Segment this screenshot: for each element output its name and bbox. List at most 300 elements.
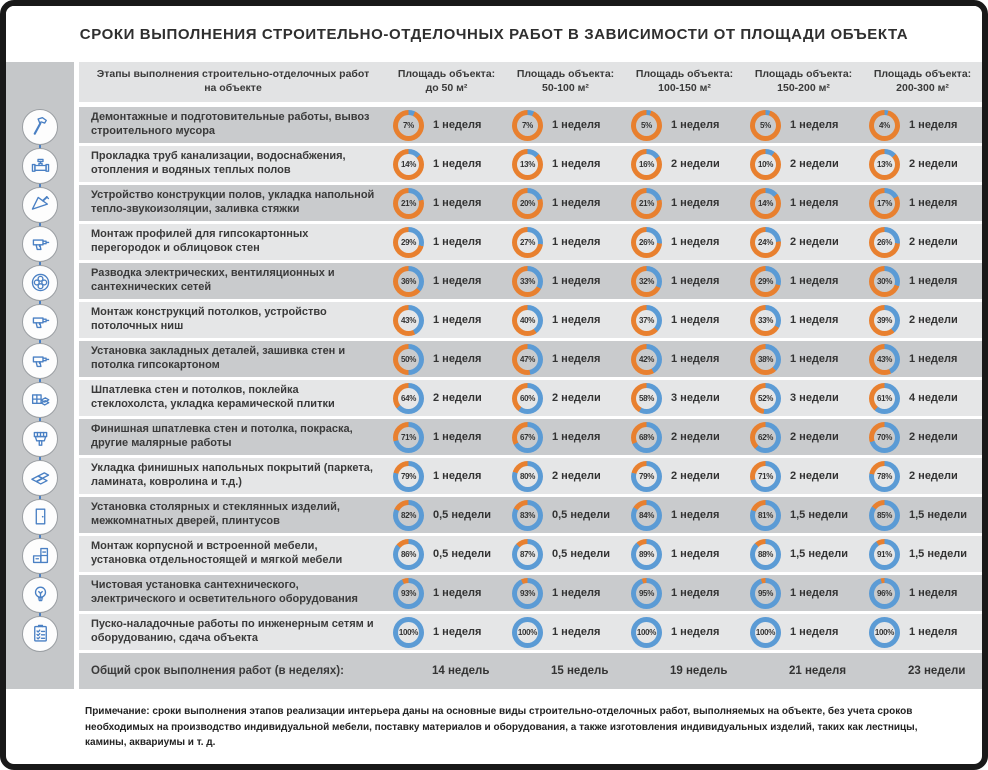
donut-chart	[631, 266, 662, 297]
donut-percent-label: 17%	[874, 193, 895, 214]
duration-label: 1 неделя	[671, 353, 720, 365]
donut-chart	[631, 188, 662, 219]
area-header-line2: 50-100 м²	[542, 82, 589, 94]
icon-slot	[6, 536, 74, 575]
duration-label: 3 недели	[671, 392, 720, 404]
duration-label: 1 неделя	[552, 119, 601, 131]
duration-label: 1 неделя	[433, 158, 482, 170]
donut-chart	[393, 422, 424, 453]
donut-percent-label: 39%	[874, 310, 895, 331]
drill-icon	[22, 343, 58, 379]
duration-cell	[506, 419, 625, 455]
duration-label: 1 неделя	[790, 275, 839, 287]
duration-label: 1 неделя	[790, 314, 839, 326]
donut-percent-label: 100%	[755, 622, 776, 643]
hammer-icon	[22, 109, 58, 145]
header-row	[79, 62, 982, 102]
duration-cell	[625, 263, 744, 299]
duration-cell	[744, 497, 863, 533]
duration-cell	[506, 614, 625, 650]
icon-slot	[6, 575, 74, 614]
duration-cell	[506, 185, 625, 221]
donut-chart	[631, 383, 662, 414]
duration-cell	[625, 536, 744, 572]
donut-chart	[750, 110, 781, 141]
donut-percent-label: 27%	[517, 232, 538, 253]
donut-percent-label: 100%	[636, 622, 657, 643]
donut-percent-label: 95%	[636, 583, 657, 604]
donut-chart	[393, 149, 424, 180]
area-header-1	[506, 62, 625, 102]
donut-chart	[512, 461, 543, 492]
total-value: 21 неделя	[789, 665, 847, 677]
duration-cell	[863, 458, 982, 494]
icon-slot	[6, 419, 74, 458]
duration-cell	[506, 341, 625, 377]
donut-chart	[512, 383, 543, 414]
duration-cell	[625, 302, 744, 338]
donut-percent-label: 33%	[517, 271, 538, 292]
stage-label: Финишная шпатлевка стен и потолка, покраска, другие малярные работы	[91, 423, 353, 449]
duration-cell	[625, 146, 744, 182]
donut-percent-label: 32%	[636, 271, 657, 292]
duration-cell	[744, 146, 863, 182]
area-header-3	[744, 62, 863, 102]
donut-chart	[631, 422, 662, 453]
donut-percent-label: 5%	[755, 115, 776, 136]
donut-chart	[869, 461, 900, 492]
duration-label: 2 недели	[790, 470, 839, 482]
duration-cell	[387, 341, 506, 377]
area-header-line2: до 50 м²	[425, 82, 468, 94]
donut-percent-label: 4%	[874, 115, 895, 136]
donut-chart	[393, 578, 424, 609]
icon-slot	[6, 497, 74, 536]
donut-chart	[750, 422, 781, 453]
duration-cell	[744, 419, 863, 455]
duration-label: 0,5 недели	[433, 548, 491, 560]
furniture-icon	[22, 538, 58, 574]
duration-label: 1 неделя	[909, 587, 958, 599]
donut-chart	[869, 383, 900, 414]
donut-chart	[512, 344, 543, 375]
donut-percent-label: 14%	[398, 154, 419, 175]
icon-slot	[6, 185, 74, 224]
duration-label: 0,5 недели	[552, 509, 610, 521]
table-row	[79, 185, 982, 221]
donut-percent-label: 21%	[398, 193, 419, 214]
donut-chart	[750, 461, 781, 492]
drill-icon	[22, 226, 58, 262]
table-row	[79, 146, 982, 182]
donut-percent-label: 20%	[517, 193, 538, 214]
duration-cell	[506, 263, 625, 299]
donut-chart	[393, 266, 424, 297]
duration-cell	[863, 536, 982, 572]
duration-label: 2 недели	[790, 236, 839, 248]
duration-label: 1 неделя	[671, 275, 720, 287]
donut-percent-label: 13%	[874, 154, 895, 175]
donut-chart	[512, 422, 543, 453]
donut-chart	[512, 110, 543, 141]
duration-label: 1,5 недели	[909, 548, 967, 560]
duration-cell	[863, 263, 982, 299]
duration-label: 1 неделя	[552, 275, 601, 287]
table-row	[79, 341, 982, 377]
duration-cell	[625, 458, 744, 494]
duration-label: 1 неделя	[552, 314, 601, 326]
table-row	[79, 263, 982, 299]
donut-chart	[631, 461, 662, 492]
brush-icon	[22, 421, 58, 457]
duration-label: 1 неделя	[433, 431, 482, 443]
donut-chart	[393, 344, 424, 375]
duration-cell	[625, 614, 744, 650]
duration-label: 1 неделя	[552, 353, 601, 365]
donut-percent-label: 80%	[517, 466, 538, 487]
duration-cell	[387, 224, 506, 260]
donut-chart	[750, 539, 781, 570]
donut-chart	[512, 305, 543, 336]
donut-chart	[869, 188, 900, 219]
donut-percent-label: 29%	[398, 232, 419, 253]
area-header-line1: Площадь объекта:	[397, 68, 496, 81]
table-row	[79, 107, 982, 143]
donut-chart	[393, 305, 424, 336]
duration-cell	[744, 107, 863, 143]
total-value: 19 недель	[670, 665, 728, 677]
donut-chart	[750, 617, 781, 648]
duration-cell	[387, 458, 506, 494]
duration-cell	[744, 224, 863, 260]
duration-label: 1 неделя	[671, 314, 720, 326]
icon-slot	[6, 458, 74, 497]
donut-percent-label: 86%	[398, 544, 419, 565]
donut-percent-label: 43%	[874, 349, 895, 370]
rows-container	[79, 107, 982, 650]
donut-percent-label: 100%	[874, 622, 895, 643]
duration-cell	[506, 224, 625, 260]
stage-label: Прокладка труб канализации, водоснабжения, отопления и водяных теплых полов	[91, 150, 346, 176]
duration-cell	[863, 341, 982, 377]
area-header-line1: Площадь объекта:	[754, 68, 853, 81]
donut-chart	[512, 500, 543, 531]
donut-chart	[750, 188, 781, 219]
duration-label: 1 неделя	[671, 236, 720, 248]
duration-label: 2 недели	[909, 470, 958, 482]
donut-chart	[512, 266, 543, 297]
icon-slot	[6, 302, 74, 341]
duration-label: 1 неделя	[433, 587, 482, 599]
duration-cell	[744, 536, 863, 572]
stage-label: Монтаж профилей для гипсокартонных перегородок и облицовок стен	[91, 228, 309, 254]
duration-label: 1 неделя	[552, 197, 601, 209]
donut-percent-label: 100%	[517, 622, 538, 643]
donut-percent-label: 79%	[398, 466, 419, 487]
donut-percent-label: 91%	[874, 544, 895, 565]
donut-percent-label: 38%	[755, 349, 776, 370]
duration-label: 1 неделя	[671, 548, 720, 560]
duration-cell	[506, 380, 625, 416]
donut-percent-label: 71%	[755, 466, 776, 487]
total-row	[79, 653, 982, 689]
duration-cell	[387, 146, 506, 182]
donut-percent-label: 82%	[398, 505, 419, 526]
area-header-2	[625, 62, 744, 102]
duration-cell	[506, 497, 625, 533]
bulb-icon	[22, 577, 58, 613]
donut-chart	[750, 149, 781, 180]
donut-percent-label: 26%	[874, 232, 895, 253]
donut-percent-label: 7%	[398, 115, 419, 136]
area-header-line1: Площадь объекта:	[635, 68, 734, 81]
duration-label: 1 неделя	[433, 626, 482, 638]
duration-label: 1 неделя	[671, 587, 720, 599]
duration-label: 1,5 недели	[909, 509, 967, 521]
duration-cell	[744, 458, 863, 494]
donut-percent-label: 84%	[636, 505, 657, 526]
donut-percent-label: 7%	[517, 115, 538, 136]
stage-label: Разводка электрических, вентиляционных и сантехнических сетей	[91, 267, 335, 293]
duration-label: 1,5 недели	[790, 548, 848, 560]
duration-label: 4 недели	[909, 392, 958, 404]
table-row	[79, 302, 982, 338]
donut-percent-label: 26%	[636, 232, 657, 253]
stage-label: Устройство конструкции полов, укладка напольной тепло-звукоизоляции, заливка стяжки	[91, 189, 375, 215]
pipe-valve-icon	[22, 148, 58, 184]
duration-cell	[625, 107, 744, 143]
donut-percent-label: 64%	[398, 388, 419, 409]
donut-chart	[869, 617, 900, 648]
donut-chart	[869, 578, 900, 609]
duration-cell	[744, 263, 863, 299]
duration-cell	[744, 185, 863, 221]
donut-chart	[512, 617, 543, 648]
duration-cell	[863, 107, 982, 143]
donut-percent-label: 21%	[636, 193, 657, 214]
duration-label: 1 неделя	[433, 197, 482, 209]
donut-chart	[631, 539, 662, 570]
donut-percent-label: 47%	[517, 349, 538, 370]
duration-label: 1 неделя	[671, 509, 720, 521]
duration-cell	[863, 575, 982, 611]
duration-label: 1 неделя	[433, 353, 482, 365]
duration-label: 1 неделя	[790, 626, 839, 638]
duration-label: 0,5 недели	[552, 548, 610, 560]
donut-chart	[869, 500, 900, 531]
duration-label: 1 неделя	[552, 236, 601, 248]
duration-label: 1 неделя	[909, 197, 958, 209]
donut-percent-label: 50%	[398, 349, 419, 370]
duration-label: 2 недели	[671, 158, 720, 170]
duration-label: 1 неделя	[790, 119, 839, 131]
footnote: Примечание: сроки выполнения этапов реализации интерьера даны на основные виды строительно-отделочных работ, выполняемых на объекте, без учета сроков необходимых на производство индивидуальной мебели, поставку материалов и оборудования, а также изготовления индивидуальных изделий, таких как лестницы, камины, аквариумы и т. д.	[85, 706, 918, 748]
duration-cell	[387, 107, 506, 143]
duration-cell	[744, 614, 863, 650]
donut-chart	[869, 149, 900, 180]
duration-label: 1 неделя	[433, 119, 482, 131]
stage-label: Пуско-наладочные работы по инженерным сетям и оборудованию, сдача объекта	[91, 618, 374, 644]
duration-label: 2 недели	[552, 392, 601, 404]
table-row	[79, 614, 982, 650]
duration-cell	[625, 341, 744, 377]
donut-chart	[631, 305, 662, 336]
duration-label: 2 недели	[671, 470, 720, 482]
donut-percent-label: 62%	[755, 427, 776, 448]
donut-percent-label: 60%	[517, 388, 538, 409]
duration-label: 1 неделя	[909, 119, 958, 131]
stage-column-header: Этапы выполнения строительно-отделочных работ на объекте	[96, 68, 370, 94]
donut-percent-label: 67%	[517, 427, 538, 448]
donut-chart	[631, 110, 662, 141]
donut-percent-label: 5%	[636, 115, 657, 136]
donut-chart	[512, 188, 543, 219]
duration-cell	[863, 419, 982, 455]
donut-chart	[393, 110, 424, 141]
donut-chart	[750, 305, 781, 336]
donut-percent-label: 93%	[398, 583, 419, 604]
duration-label: 1 неделя	[552, 431, 601, 443]
donut-chart	[512, 539, 543, 570]
duration-label: 1 неделя	[552, 158, 601, 170]
donut-percent-label: 78%	[874, 466, 895, 487]
donut-percent-label: 96%	[874, 583, 895, 604]
duration-label: 1 неделя	[909, 275, 958, 287]
donut-chart	[869, 110, 900, 141]
donut-percent-label: 93%	[517, 583, 538, 604]
area-header-line1: Площадь объекта:	[516, 68, 615, 81]
duration-label: 2 недели	[909, 158, 958, 170]
table-row	[79, 497, 982, 533]
donut-chart	[512, 149, 543, 180]
duration-cell	[506, 536, 625, 572]
duration-cell	[506, 458, 625, 494]
table-row	[79, 380, 982, 416]
donut-percent-label: 24%	[755, 232, 776, 253]
donut-chart	[631, 500, 662, 531]
duration-cell	[625, 185, 744, 221]
donut-percent-label: 40%	[517, 310, 538, 331]
donut-percent-label: 71%	[398, 427, 419, 448]
drill-icon	[22, 304, 58, 340]
duration-label: 1 неделя	[909, 626, 958, 638]
page-title: СРОКИ ВЫПОЛНЕНИЯ СТРОИТЕЛЬНО-ОТДЕЛОЧНЫХ РАБОТ В ЗАВИСИМОСТИ ОТ ПЛОЩАДИ ОБЪЕКТА	[79, 25, 909, 43]
total-value: 14 недель	[432, 665, 490, 677]
donut-percent-label: 58%	[636, 388, 657, 409]
donut-percent-label: 79%	[636, 466, 657, 487]
duration-cell	[506, 146, 625, 182]
duration-label: 2 недели	[790, 158, 839, 170]
donut-percent-label: 81%	[755, 505, 776, 526]
donut-percent-label: 61%	[874, 388, 895, 409]
donut-percent-label: 68%	[636, 427, 657, 448]
duration-cell	[744, 302, 863, 338]
donut-chart	[393, 383, 424, 414]
duration-label: 1 неделя	[552, 587, 601, 599]
duration-cell	[625, 224, 744, 260]
donut-percent-label: 83%	[517, 505, 538, 526]
tiles-icon	[22, 382, 58, 418]
area-header-0	[387, 62, 506, 102]
duration-cell	[387, 185, 506, 221]
duration-label: 2 недели	[552, 470, 601, 482]
duration-cell	[625, 380, 744, 416]
icon-strip	[6, 62, 74, 689]
checklist-icon	[22, 616, 58, 652]
flooring-icon	[22, 460, 58, 496]
icon-slot	[6, 380, 74, 419]
icon-slot	[6, 614, 74, 653]
trowel-icon	[22, 187, 58, 223]
donut-chart	[393, 227, 424, 258]
duration-cell	[863, 185, 982, 221]
donut-percent-label: 43%	[398, 310, 419, 331]
stage-label: Монтаж конструкций потолков, устройство потолочных ниш	[91, 306, 327, 332]
duration-label: 1 неделя	[671, 626, 720, 638]
stage-label: Демонтажные и подготовительные работы, вывоз строительного мусора	[91, 111, 370, 137]
donut-percent-label: 95%	[755, 583, 776, 604]
duration-label: 1,5 недели	[790, 509, 848, 521]
donut-chart	[869, 344, 900, 375]
stage-label: Монтаж корпусной и встроенной мебели, установка отдельностоящей и мягкой мебели	[91, 540, 343, 566]
duration-cell	[387, 419, 506, 455]
donut-percent-label: 30%	[874, 271, 895, 292]
stage-label: Укладка финишных напольных покрытий (паркета, ламината, ковролина и т.д.)	[91, 462, 373, 488]
donut-chart	[393, 539, 424, 570]
title-bar	[6, 6, 982, 62]
door-icon	[22, 499, 58, 535]
donut-chart	[393, 500, 424, 531]
duration-label: 3 недели	[790, 392, 839, 404]
donut-chart	[393, 461, 424, 492]
donut-chart	[631, 344, 662, 375]
stage-label: Установка столярных и стеклянных изделий, межкомнатных дверей, плинтусов	[91, 501, 340, 527]
duration-cell	[863, 146, 982, 182]
donut-percent-label: 33%	[755, 310, 776, 331]
donut-percent-label: 88%	[755, 544, 776, 565]
donut-chart	[750, 344, 781, 375]
stage-label: Шпатлевка стен и потолков, поклейка стеклохолста, укладка керамической плитки	[91, 384, 335, 410]
duration-label: 2 недели	[909, 431, 958, 443]
duration-label: 1 неделя	[433, 236, 482, 248]
duration-cell	[387, 497, 506, 533]
donut-percent-label: 89%	[636, 544, 657, 565]
donut-chart	[393, 617, 424, 648]
duration-cell	[863, 302, 982, 338]
donut-chart	[393, 188, 424, 219]
donut-percent-label: 87%	[517, 544, 538, 565]
donut-percent-label: 70%	[874, 427, 895, 448]
icon-slot	[6, 263, 74, 302]
duration-cell	[625, 497, 744, 533]
duration-label: 1 неделя	[909, 353, 958, 365]
donut-percent-label: 100%	[398, 622, 419, 643]
donut-chart	[869, 305, 900, 336]
duration-label: 1 неделя	[790, 587, 839, 599]
duration-cell	[863, 380, 982, 416]
duration-cell	[387, 614, 506, 650]
duration-label: 1 неделя	[552, 626, 601, 638]
icon-slot	[6, 146, 74, 185]
icon-slot	[6, 224, 74, 263]
table-row	[79, 536, 982, 572]
donut-percent-label: 13%	[517, 154, 538, 175]
donut-chart	[750, 578, 781, 609]
duration-label: 0,5 недели	[433, 509, 491, 521]
donut-chart	[512, 227, 543, 258]
fan-icon	[22, 265, 58, 301]
duration-label: 2 недели	[909, 236, 958, 248]
